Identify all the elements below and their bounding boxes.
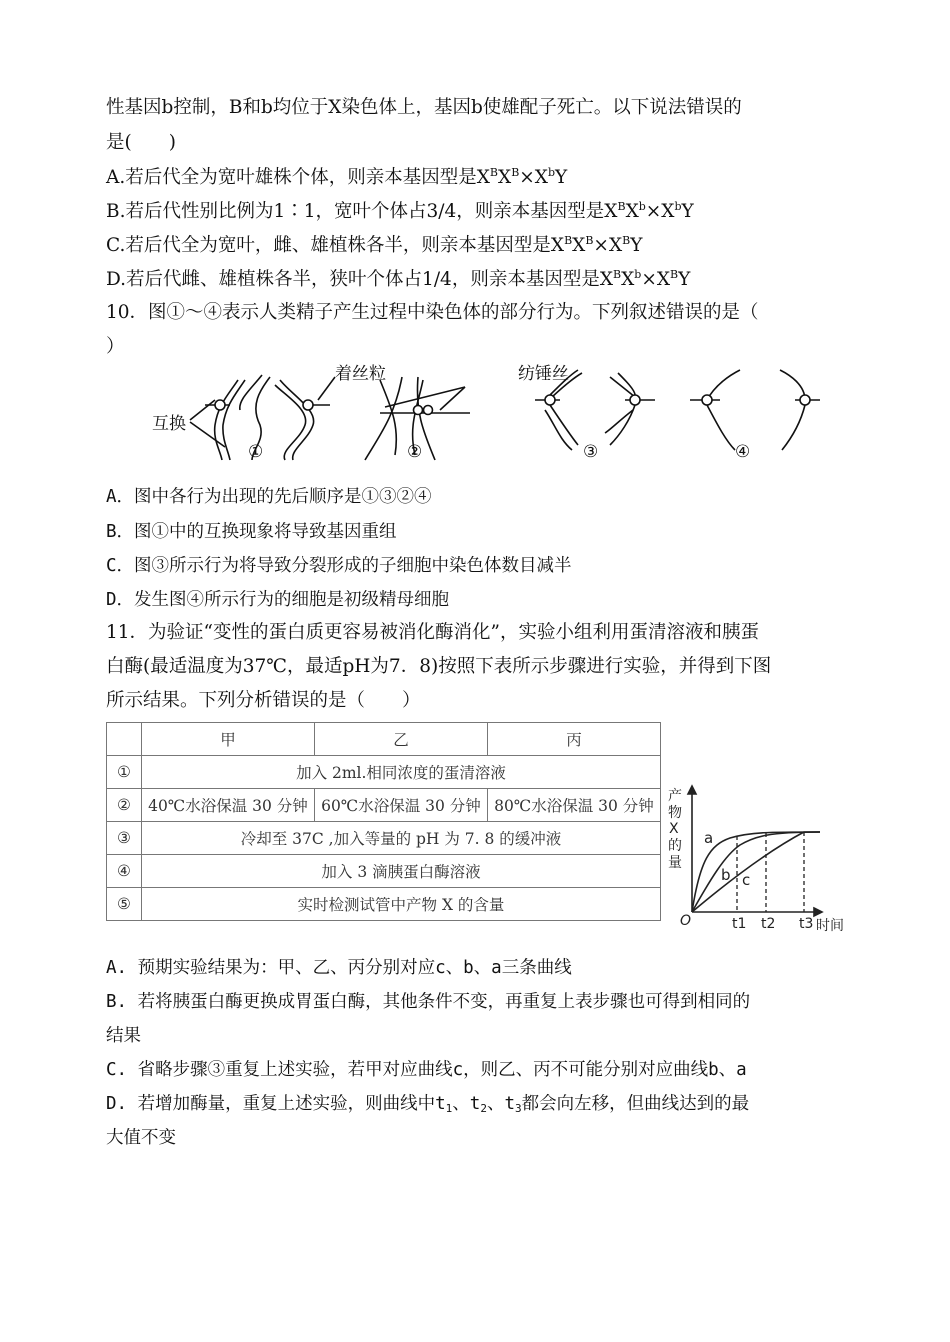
table-row xyxy=(107,822,661,855)
genotype-symbol: X xyxy=(656,269,671,290)
q11-stem-line1: 11．为验证“变性的蛋白质更容易被消化酶消化”，实验小组利用蛋清溶液和胰蛋 xyxy=(106,622,759,643)
subscript: 3 xyxy=(515,1102,522,1115)
header-cell xyxy=(107,723,142,756)
subscript: 2 xyxy=(480,1102,487,1115)
genotype-symbol: X xyxy=(661,201,675,222)
genotype-symbol: X xyxy=(625,201,639,222)
table-row xyxy=(107,855,661,888)
q9-option-b xyxy=(106,200,694,224)
q10-option-a: A．图中各行为出现的先后顺序是①③②④ xyxy=(106,487,432,507)
step-cell: ① xyxy=(107,756,142,789)
text: D. 若增加酶量，重复上述实验，则曲线中 xyxy=(106,1094,436,1114)
subscript: 1 xyxy=(445,1102,453,1115)
allele-superscript: B xyxy=(670,268,679,281)
allele-superscript: b xyxy=(634,268,642,281)
allele-superscript: b xyxy=(674,200,682,213)
table-row xyxy=(107,756,661,789)
q9-option-a xyxy=(106,166,567,190)
genotype-symbol: X xyxy=(534,167,548,188)
allele-superscript: b xyxy=(638,200,646,213)
genotype-symbol: X xyxy=(604,201,618,222)
q11-stem-line2: 白酶(最适温度为37℃，最适pH为7．8)按照下表所示步骤进行实验，并得到下图 xyxy=(106,656,772,677)
header-cell: 甲 xyxy=(142,723,315,756)
text: 、 xyxy=(452,1094,470,1114)
allele-superscript: b xyxy=(547,166,556,179)
ylabel-char: 物 xyxy=(668,805,682,821)
genotype-symbol: Y xyxy=(678,269,691,290)
q10-stem-line1: 10．图①～④表示人类精子产生过程中染色体的部分行为。下列叙述错误的是（ xyxy=(106,302,759,323)
genotype-symbol: Y xyxy=(630,235,643,256)
genotype-symbol: X xyxy=(608,235,623,256)
genotype-symbol: X xyxy=(498,167,512,188)
q9-option-d xyxy=(106,268,690,292)
q9-stem-line2: 是( ) xyxy=(106,132,176,153)
genotype-symbol: Y xyxy=(555,167,568,188)
chromosome-figure xyxy=(140,355,820,465)
table-cell: 加入 3 滴胰蛋白酶溶液 xyxy=(142,855,661,888)
allele-superscript: B xyxy=(622,234,631,247)
header-cell: 乙 xyxy=(315,723,488,756)
genotype-symbol: × xyxy=(645,201,662,222)
table-row xyxy=(107,888,661,921)
genotype-symbol: Y xyxy=(681,201,694,222)
q11-option-b: B. 若将胰蛋白酶更换成胃蛋白酶，其他条件不变，再重复上表步骤也可得到相同的 xyxy=(106,992,751,1012)
panel-label-1: ① xyxy=(248,442,264,462)
genotype-symbol: X xyxy=(572,235,586,256)
q9-stem-line1: 性基因b控制，B和b均位于X染色体上，基因b使雄配子死亡。以下说法错误的 xyxy=(106,97,742,118)
tick-t2: t2 xyxy=(761,916,776,932)
genotype-symbol: X xyxy=(599,269,614,290)
text: t xyxy=(435,1094,446,1114)
q11-option-d-cont: 大值不变 xyxy=(106,1128,176,1148)
option-text: D.若后代雌、雄植株各半，狭叶个体占1/4，则亲本基因型是 xyxy=(106,269,600,290)
experiment-table xyxy=(106,722,661,921)
panel-label-2: ② xyxy=(407,442,423,462)
tick-t1: t1 xyxy=(732,916,747,932)
q10-stem-line2: ） xyxy=(106,336,125,357)
ylabel-char: 的 xyxy=(668,838,682,854)
q10-option-c: C．图③所示行为将导致分裂形成的子细胞中染色体数目减半 xyxy=(106,556,572,576)
allele-superscript: B xyxy=(489,166,499,179)
xlabel: 时间 xyxy=(816,918,844,934)
panel-label-4: ④ xyxy=(735,442,751,462)
table-header-row xyxy=(107,723,661,756)
crossover-label: 互换 xyxy=(152,414,186,434)
q11-option-b-cont: 结果 xyxy=(106,1026,141,1046)
text: t xyxy=(504,1094,515,1114)
genotype-symbol: X xyxy=(621,269,635,290)
q11-option-a: A. 预期实验结果为：甲、乙、丙分别对应c、b、a三条曲线 xyxy=(106,958,572,978)
tick-t3: t3 xyxy=(799,916,814,932)
allele-superscript: B xyxy=(564,234,573,247)
text: t xyxy=(469,1094,481,1114)
curve-label-b: b xyxy=(721,866,731,884)
q10-option-d: D．发生图④所示行为的细胞是初级精母细胞 xyxy=(106,590,450,610)
q11-option-d xyxy=(106,1092,749,1116)
genotype-symbol: × xyxy=(593,235,609,256)
allele-superscript: B xyxy=(585,234,594,247)
q10-option-b: B．图①中的互换现象将导致基因重组 xyxy=(106,522,397,542)
q11-option-c: C. 省略步骤③重复上述实验，若甲对应曲线c，则乙、丙不可能分别对应曲线b、a xyxy=(106,1060,747,1080)
allele-superscript: B xyxy=(617,200,626,213)
ylabel-char: 量 xyxy=(668,855,682,871)
origin-label: O xyxy=(680,913,692,929)
header-cell: 丙 xyxy=(488,723,661,756)
text: 都会向左移，但曲线达到的最 xyxy=(521,1094,750,1114)
genotype-symbol: × xyxy=(519,167,535,188)
q9-option-c xyxy=(106,234,642,258)
genotype-symbol: X xyxy=(476,167,490,188)
table-cell: 60℃水浴保温 30 分钟 xyxy=(315,789,488,822)
option-text: A.若后代全为宽叶雄株个体，则亲本基因型是 xyxy=(106,167,477,188)
panel-label-3: ③ xyxy=(583,442,599,462)
text: 、 xyxy=(486,1094,505,1114)
ylabel-char: X xyxy=(669,821,679,837)
genotype-symbol: × xyxy=(641,269,657,290)
step-cell: ④ xyxy=(107,855,142,888)
spindle-label: 纺锤丝 xyxy=(518,364,569,384)
allele-superscript: B xyxy=(613,268,622,281)
step-cell: ② xyxy=(107,789,142,822)
table-cell: 80℃水浴保温 30 分钟 xyxy=(488,789,661,822)
curve-label-c: c xyxy=(742,871,751,889)
table-row xyxy=(107,789,661,822)
table-cell: 实时检测试管中产物 X 的含量 xyxy=(142,888,661,921)
table-cell: 冷却至 37C ,加入等量的 pH 为 7. 8 的缓冲液 xyxy=(142,822,661,855)
table-cell: 40℃水浴保温 30 分钟 xyxy=(142,789,315,822)
table-cell: 加入 2ml.相同浓度的蛋清溶液 xyxy=(142,756,661,789)
genotype-symbol: X xyxy=(550,235,565,256)
step-cell: ⑤ xyxy=(107,888,142,921)
allele-superscript: B xyxy=(511,166,520,179)
product-time-graph xyxy=(660,770,850,940)
option-text: B.若后代性别比例为1∶1，宽叶个体占3/4，则亲本基因型是 xyxy=(106,201,605,222)
centromere-label: 着丝粒 xyxy=(335,364,386,384)
option-text: C.若后代全为宽叶，雌、雄植株各半，则亲本基因型是 xyxy=(106,235,551,256)
ylabel-char: 产 xyxy=(668,788,682,804)
curve-label-a: a xyxy=(704,829,714,847)
q11-stem-line3: 所示结果。下列分析错误的是（ ） xyxy=(106,690,421,711)
step-cell: ③ xyxy=(107,822,142,855)
